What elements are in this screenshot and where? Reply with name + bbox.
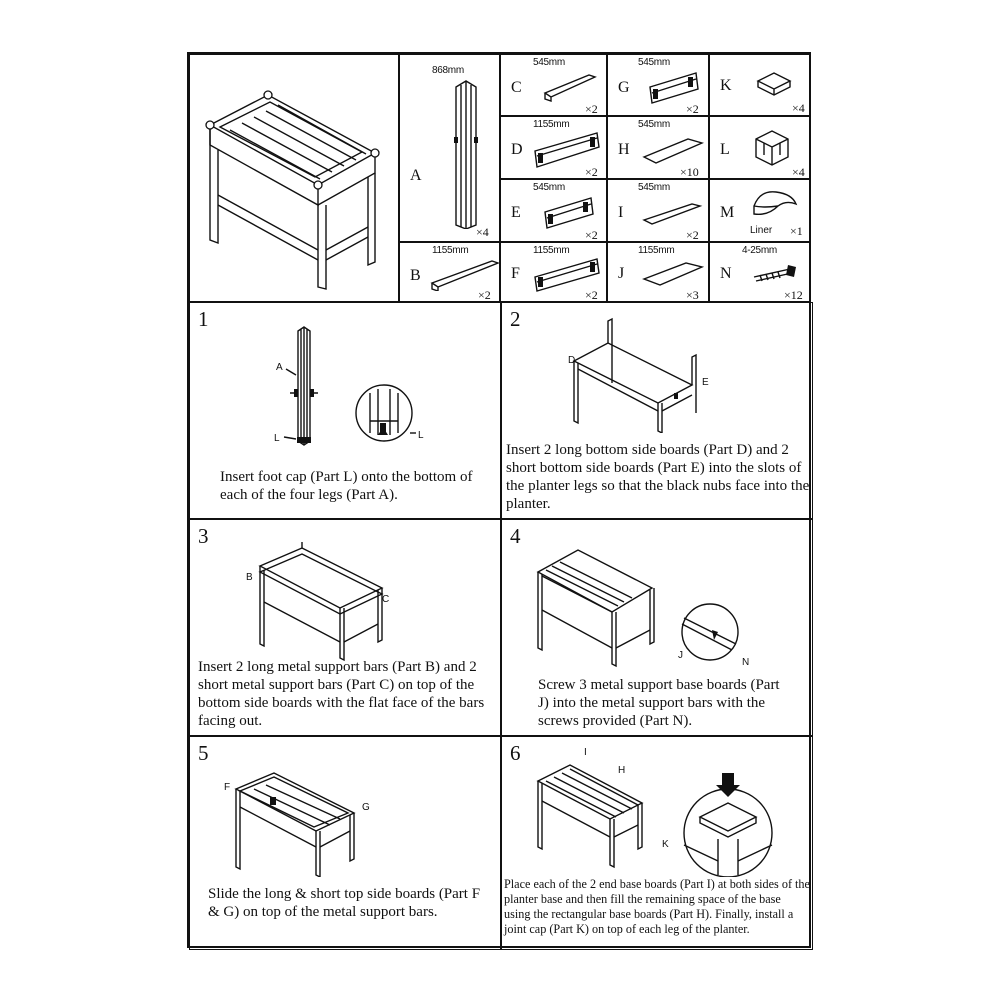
part-quantity: ×3 [686,288,699,302]
part-quantity: ×2 [585,165,598,179]
part-m-cell [709,179,811,242]
callout-label: E [702,377,709,388]
step-4-diagram [532,540,752,670]
step-number: 1 [198,307,209,331]
part-letter: N [720,265,732,282]
part-letter: J [618,265,625,282]
part-g-cell [607,54,709,116]
part-c-cell [500,54,607,116]
step-6-panel [501,736,813,950]
step-5-panel [189,736,501,950]
step-number: 3 [198,524,209,548]
part-dimension: 1155mm [638,245,675,256]
callout-label: J [678,650,683,661]
bar-part-b-drawing [430,255,500,291]
part-quantity: ×4 [476,225,489,239]
step-instruction: Place each of the 2 end base boards (Part I) at both sides of the planter base and then fill the remaining space of the base using the rectangular base boards (Part H). Finally, install a joint cap (Part K) on top of each leg of the planter. [504,877,810,936]
part-letter: C [511,79,522,96]
screw-part-n-drawing [750,263,798,285]
step-5-diagram [230,767,370,877]
step-number: 6 [510,741,521,765]
liner-label: Liner [750,225,773,236]
step-6-diagram [532,747,792,877]
board-part-g-drawing [648,67,704,107]
callout-label: N [742,657,750,668]
part-b-cell [399,242,500,302]
part-quantity: ×2 [686,102,699,116]
part-letter: L [720,141,730,158]
instruction-sheet [187,52,811,948]
step-instruction: Screw 3 metal support base boards (Part J) into the metal support bars with the screws provided (Part N). [538,677,780,729]
product-overview-cell [189,54,399,302]
part-letter: F [511,265,520,282]
callout-label: C [382,594,390,605]
part-n-cell [709,242,811,302]
part-letter: M [720,204,735,221]
part-k-cell [709,54,811,116]
part-i-cell [607,179,709,242]
step-3-panel [189,519,501,736]
callout-label: H [618,765,626,776]
part-quantity: ×2 [686,228,699,242]
part-quantity: ×2 [585,288,598,302]
part-l-cell [709,116,811,179]
part-letter: I [618,204,624,221]
step-1-diagram [260,323,430,453]
assembled-planter-drawing [190,55,398,301]
step-2-panel [501,302,813,519]
part-quantity: ×4 [792,101,805,115]
part-quantity: ×2 [585,102,598,116]
board-part-d-drawing [533,129,603,169]
part-d-cell [500,116,607,179]
part-f-cell [500,242,607,302]
board-part-i-drawing [642,200,704,226]
part-dimension: 545mm [638,57,670,68]
part-letter: G [618,79,630,96]
board-part-j-drawing [642,259,704,289]
part-quantity: ×1 [790,224,803,238]
callout-label: L [274,433,280,444]
callout-label: K [662,839,669,850]
step-4-panel [501,519,813,736]
joint-cap-part-k-drawing [754,69,794,99]
step-2-diagram [562,313,752,433]
step-instruction: Insert 2 long bottom side boards (Part D) and 2 short bottom side boards (Part E) into the slots of the planter legs so that the black nubs face into the planter. [506,442,810,512]
part-dimension: 545mm [533,57,565,68]
callout-label: L [418,430,424,441]
part-dimension: 4-25mm [742,245,777,256]
part-letter: H [618,141,630,158]
part-quantity: ×12 [784,288,803,302]
step-number: 4 [510,524,521,548]
step-instruction: Insert 2 long metal support bars (Part B) and 2 short metal support bars (Part C) on top of the bottom side boards with the flat face of the bars facing out. [198,659,485,729]
part-quantity: ×2 [585,228,598,242]
part-dimension: 1155mm [533,119,570,130]
part-dimension: 545mm [533,182,565,193]
callout-label: D [568,355,576,366]
part-dimension: 545mm [638,182,670,193]
callout-label: F [224,782,231,793]
liner-part-m-drawing [750,186,800,220]
callout-label: I [584,747,587,758]
bar-part-c-drawing [543,71,599,103]
step-number: 2 [510,307,521,331]
leg-part-a-drawing [448,77,488,229]
step-instruction: Slide the long & short top side boards (Part F & G) on top of the metal support bars. [208,886,481,920]
callout-label: G [362,802,370,813]
part-dimension: 1155mm [432,245,469,256]
step-1-panel [189,302,501,519]
step-number: 5 [198,741,209,765]
board-part-h-drawing [642,135,704,165]
part-h-cell [607,116,709,179]
part-letter: D [511,141,523,158]
part-dimension: 545mm [638,119,670,130]
part-letter: K [720,77,732,94]
part-quantity: ×10 [680,165,699,179]
callout-label: B [246,572,253,583]
part-e-cell [500,179,607,242]
step-3-diagram [250,542,400,662]
part-a-cell [399,54,500,242]
part-letter: A [410,167,422,184]
part-quantity: ×2 [478,288,491,302]
part-j-cell [607,242,709,302]
part-letter: E [511,204,521,221]
part-dimension: 1155mm [533,245,570,256]
part-quantity: ×4 [792,165,805,179]
foot-cap-part-l-drawing [750,125,794,169]
callout-label: A [276,362,283,373]
part-dimension: 868mm [432,65,464,76]
board-part-e-drawing [543,192,599,232]
part-letter: B [410,267,421,284]
step-instruction: Insert foot cap (Part L) onto the bottom of each of the four legs (Part A). [220,469,473,503]
